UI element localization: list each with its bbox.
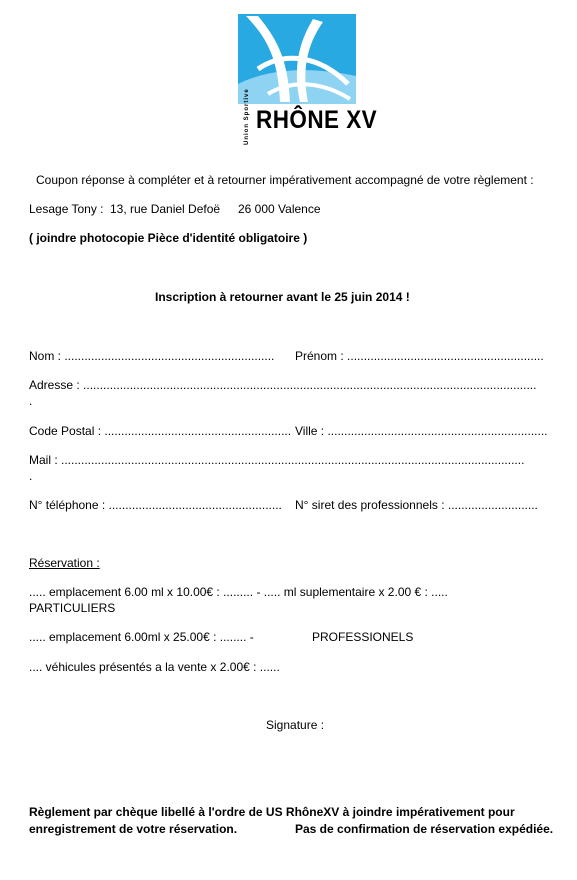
professionnel-line[interactable]: ..... emplacement 6.00ml x 25.00€ : ........ - (29, 630, 254, 644)
ville-field[interactable]: Ville : .................................................................. (295, 424, 548, 438)
adresse-continuation: . (29, 394, 33, 408)
siret-field[interactable]: N° siret des professionnels : ........................... (295, 498, 538, 512)
telephone-field[interactable]: N° téléphone : .................................................... (29, 498, 282, 512)
signature-label: Signature : (266, 718, 325, 732)
adresse-field[interactable]: Adresse : ........................................................................................................................................ (29, 378, 537, 392)
vehicle-line[interactable]: .... véhicules présentés a la vente x 2.00€ : ...... (29, 660, 280, 674)
logo-subtitle: Union Sportive (244, 88, 250, 145)
intro-text: Coupon réponse à compléter et à retourner impérativement accompagné de votre règlement : (36, 173, 534, 187)
professionnel-label: PROFESSIONELS (312, 630, 414, 644)
id-note: ( joindre photocopie Pièce d'identité obligatoire ) (29, 231, 308, 245)
footer-line-2b: Pas de confirmation de réservation expédiée. (295, 822, 554, 836)
particulier-line[interactable]: ..... emplacement 6.00 ml x 10.00€ : ......... - ..... ml suplementaire x 2.00 € : ..... (29, 585, 448, 599)
rhone-xv-logo (238, 14, 356, 104)
logo-brand-text: RHÔNE XV (256, 106, 378, 134)
contact-city: 26 000 Valence (238, 202, 321, 216)
reservation-title-text: Réservation : (29, 556, 100, 570)
prenom-field[interactable]: Prénom : ........................................................... (295, 349, 544, 363)
contact-name: Lesage Tony : (29, 202, 104, 216)
reservation-title (29, 556, 124, 570)
mail-continuation: . (29, 469, 33, 483)
mail-field[interactable]: Mail : ........................................................................................................................................... (29, 453, 525, 467)
contact-street: 13, rue Daniel Defoë (110, 202, 221, 216)
code-postal-field[interactable]: Code Postal : ........................................................ (29, 424, 292, 438)
deadline-title: Inscription à retourner avant le 25 juin 2014 ! (155, 290, 410, 304)
nom-field[interactable]: Nom : ............................................................... (29, 349, 275, 363)
reservation-title-underline-fill (100, 556, 124, 570)
footer-line-2a: enregistrement de votre réservation. (29, 822, 238, 836)
particulier-label: PARTICULIERS (29, 601, 116, 615)
footer-line-1: Règlement par chèque libellé à l'ordre de US RhôneXV à joindre impérativement pour (29, 805, 515, 819)
